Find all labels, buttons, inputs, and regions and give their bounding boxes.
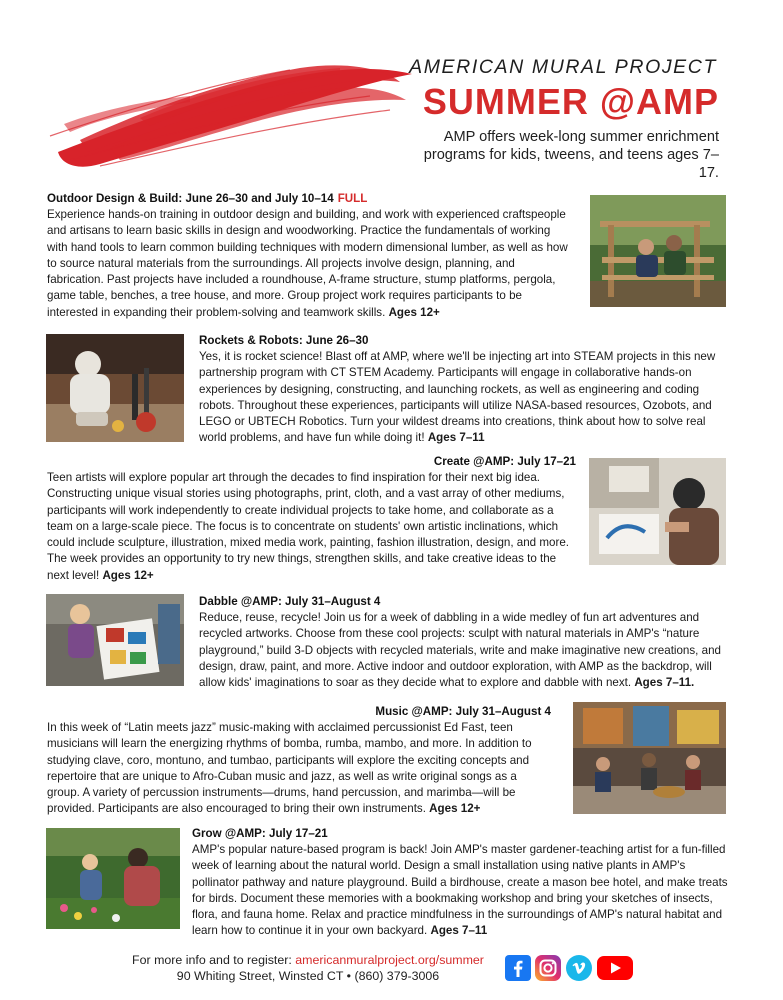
page-title: SUMMER @AMP <box>422 81 719 122</box>
section-outdoor-design-build <box>47 191 573 321</box>
section-body: Reduce, reuse, recycle! Join us for a week of dabbling in a wide medley of fun art adventures and recycled artworks. Choose from these cool projects: sculpt with natural materials in AMP's “nature playground,” build 3-D objects with recycled materials, write and make imaginative new creations, and design, draw, paint, and more. Active indoor and outdoor exploration, with AMP as the backdrop, will allow kids' imaginations to soar as they decide what to explore and dabble with next. Ages 7–11. <box>199 611 721 690</box>
photo-dabble-amp <box>46 594 184 686</box>
section-body: Experience hands-on training in outdoor design and building, and work with experienced craftspeople and artisans to learn basic skills in design and woodworking. Practice the fundamentals of working with hand tools to learn common building techniques with modern dimensional lumber, as well as how to source natural materials from the surroundings. All projects involve design, planning, and fabrication. Past projects have included a roundhouse, A-frame structure, stump platforms, pergola, game table, benches, a tree house, and more. Group project work requires participants to be interested in expanding their problem-solving and teamwork skills. Ages 12+ <box>47 208 568 319</box>
section-music-amp <box>47 704 551 818</box>
section-body: AMP's popular nature-based program is back! Join AMP's master gardener-teaching artist for a fun-filled week of learning about the natural world. Design a small installation using native plants in AMP's pollinator pathway and nature playground. Build a birdhouse, create a mason bee hotel, and make treats for birds. Document these memories with a bookmaking workshop and bring your sketches of insects, flora, and fauna home. Relax and practice mindfulness in the surroundings of AMP's natural habitat and learn how to continue it in your own backyard. Ages 7–11 <box>192 843 728 938</box>
ages-label: Ages 12+ <box>429 802 481 816</box>
amp-brushstroke-logo <box>40 52 420 172</box>
section-title: Dabble @AMP: July 31–August 4 <box>199 595 381 608</box>
ages-label: Ages 7–11 <box>427 431 485 445</box>
section-dabble-amp <box>199 594 729 691</box>
register-link[interactable]: americanmuralproject.org/summer <box>295 953 484 967</box>
section-create-amp <box>47 454 576 584</box>
section-body: Teen artists will explore popular art through the decades to find inspiration for their next big idea. Constructing unique visual stories using photographs, print, cloth, and a vast array of other mediums, participants will work independently to create individual projects to take home, and collaborate as a team on a large-scale piece. The focus is to concentrate on students' own artistic inclinations, which could include sculpture, illustration, mixed media work, painting, fashion illustration, design, and more. The week provides an opportunity to try new things, strengthen skills, and take creative ideas to the next level! Ages 12+ <box>47 471 569 582</box>
photo-music-amp <box>573 702 726 814</box>
full-badge: FULL <box>337 192 368 205</box>
section-title: Music @AMP: July 31–August 4 <box>375 705 551 718</box>
section-title: Create @AMP: July 17–21 <box>433 455 576 468</box>
photo-rockets-robots <box>46 334 184 442</box>
page-subtitle: AMP offers week-long summer enrichment programs for kids, tweens, and teens ages 7–17. <box>423 129 719 181</box>
footer-register-line: For more info and to register: americanmuralproject.org/summer <box>132 953 484 967</box>
footer-address: 90 Whiting Street, Winsted CT • (860) 379-3006 <box>176 969 440 983</box>
ages-label: Ages 7–11. <box>634 676 695 690</box>
section-title: Rockets & Robots: June 26–30 <box>199 334 369 347</box>
section-grow-amp <box>192 826 728 940</box>
footer <box>118 952 498 984</box>
photo-outdoor-build <box>590 195 726 307</box>
photo-grow-amp <box>46 828 180 929</box>
photo-create-amp <box>589 458 726 565</box>
instagram-icon[interactable] <box>535 955 561 981</box>
vimeo-icon[interactable] <box>566 955 592 981</box>
section-title: Outdoor Design & Build: June 26–30 and July 10–14 FULL <box>47 192 368 205</box>
section-body: Yes, it is rocket science! Blast off at AMP, where we'll be injecting art into STEAM projects in this new partnership program with CT STEM Academy. Participants will engage in collaborative hands-on experiences by designing, constructing, and launching rockets, as well as engineering and coding robots. Throughout these experiences, participants will utilize NASA-based resources, Ozobots, and LEGO or UBTECH Robotics. Turn your wildest dreams into creations, think about how to solve real world problems, and have fun while doing it! Ages 7–11 <box>199 350 716 445</box>
section-body: In this week of “Latin meets jazz” music-making with acclaimed percussionist Ed Fast, teen musicians will learn the energizing rhythms of bomba, rumba, mambo, and more. In addition to studying clave, coro, montuno, and tumbao, participants will explore the exciting concepts and repertoire that are unique to Afro-Cuban music and jazz, as well as write original songs as a group. A variety of percussion instruments—drums, hand percussion, and marimba—will be provided. Participants are also encouraged to bring their own instruments. Ages 12+ <box>47 721 532 816</box>
section-rockets-robots <box>199 333 729 447</box>
ages-label: Ages 12+ <box>102 568 154 582</box>
ages-label: Ages 12+ <box>388 305 440 319</box>
youtube-icon[interactable] <box>597 955 633 981</box>
section-title: Grow @AMP: July 17–21 <box>192 827 328 840</box>
organization-name: AMERICAN MURAL PROJECT <box>409 56 717 78</box>
ages-label: Ages 7–11 <box>430 924 488 938</box>
facebook-icon[interactable] <box>505 955 531 981</box>
